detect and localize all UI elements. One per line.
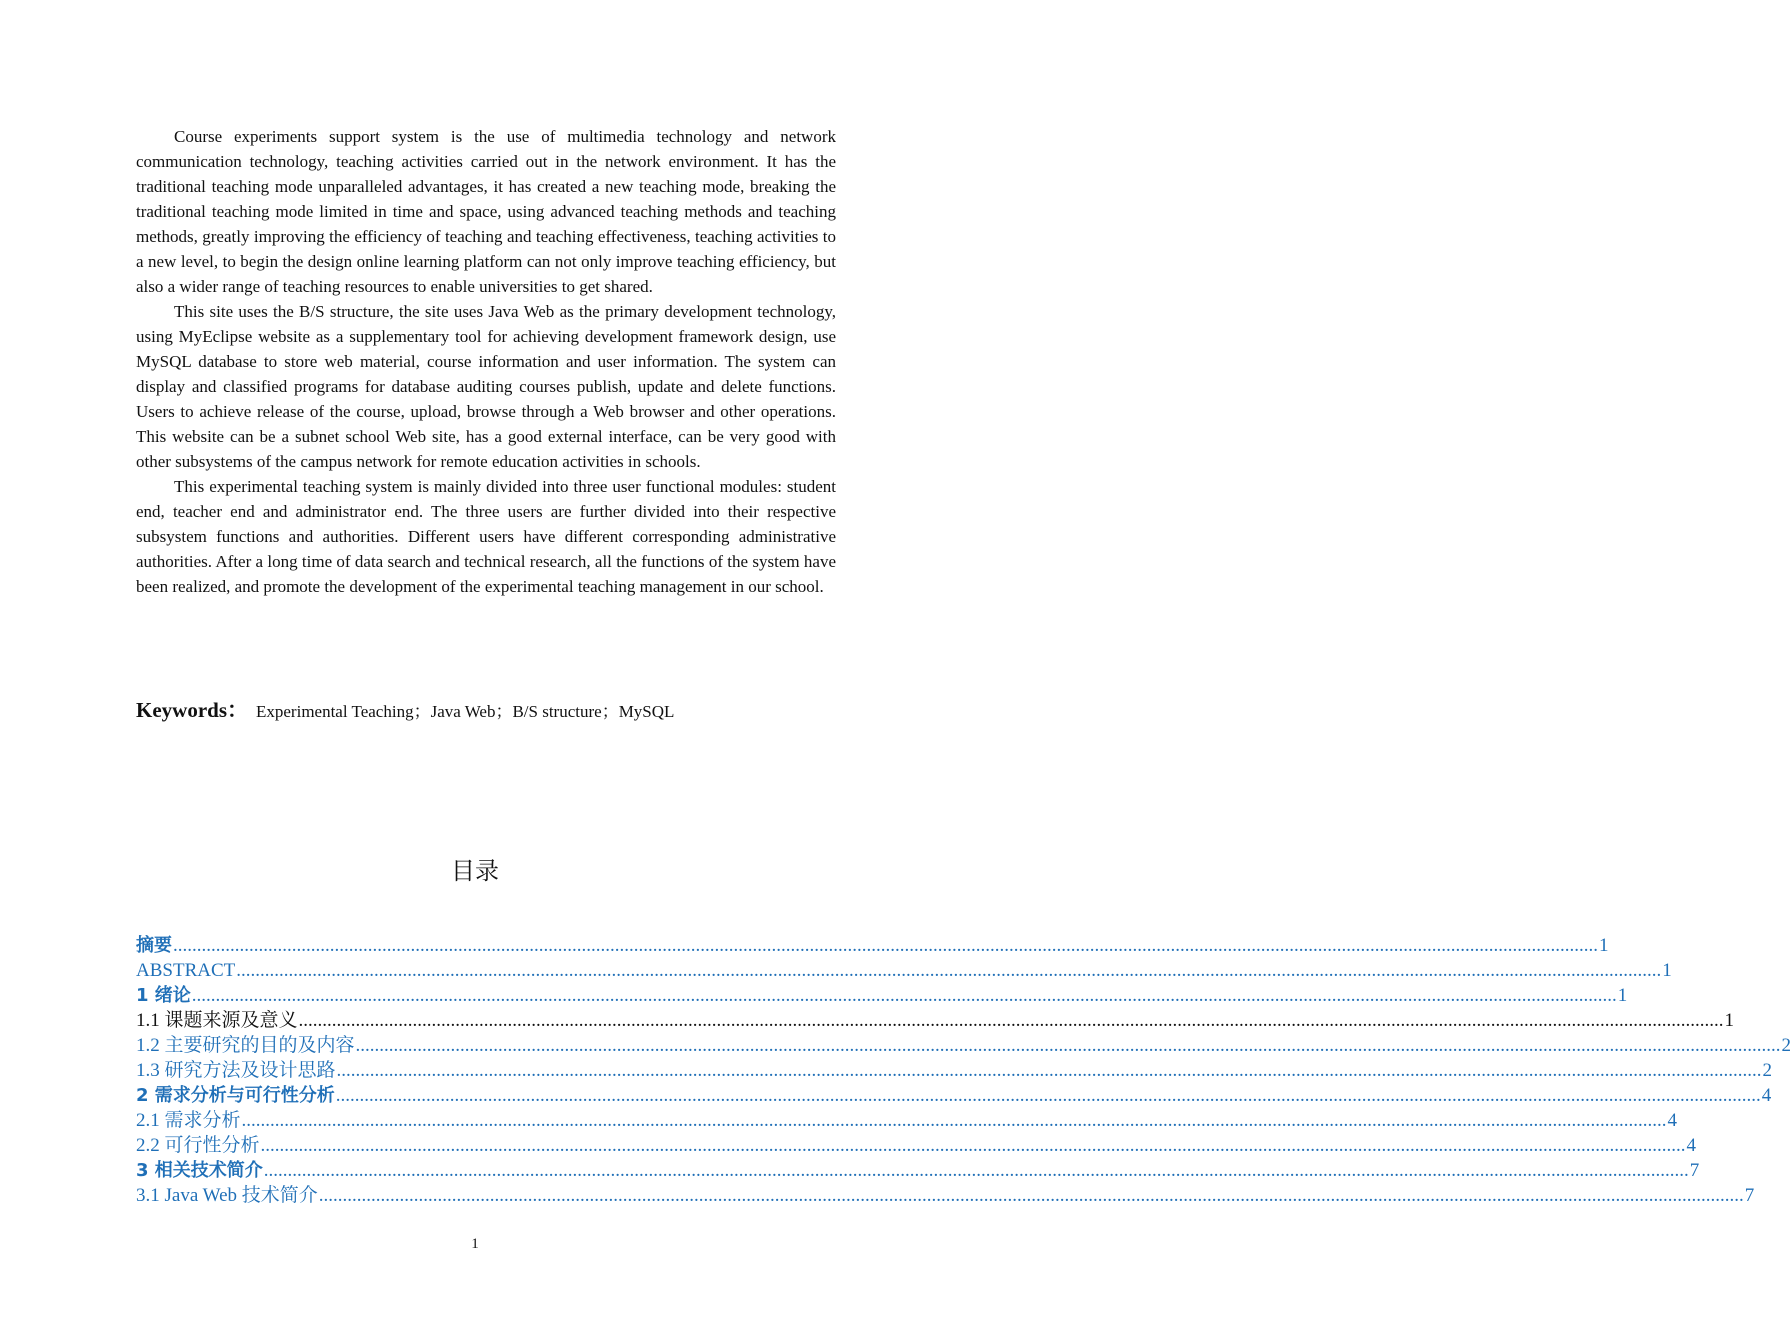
toc-entry-text: 1.2 主要研究的目的及内容 [136,1035,355,1056]
toc-title: 目录 [451,857,499,885]
toc-leader-dots: ............................................................................................................................................................................................................................................................................................................ [355,1035,1781,1056]
abstract-paragraph-1: Course experiments support system is the use of multimedia technology and network communication technology, teaching activities carried out in the network environment. It has the traditional teaching mode unparalleled advantages, it has created a new teaching mode, breaking the traditional teaching mode limited in time and space, using advanced teaching methods and teaching methods, greatly improving the efficiency of teaching and teaching effectiveness, teaching activities to a new level, to begin the design online learning platform can not only improve teaching efficiency, but also a wider range of teaching resources to enable universities to get shared. [136,127,836,296]
keywords-line [136,696,836,726]
toc-entry-text: 1 绪论 [136,985,191,1006]
toc-leader-dots: ............................................................................................................................................................................................................................................................................................................ [173,935,1598,956]
toc-leader-dots: ............................................................................................................................................................................................................................................................................................................ [191,985,1617,1006]
toc-entry-section-1-1[interactable] [136,1008,1735,1033]
toc-leader-dots: ............................................................................................................................................................................................................................................................................................................ [318,1185,1744,1206]
toc-entry-abstract-en[interactable] [136,958,1672,983]
toc-leader-dots: ............................................................................................................................................................................................................................................................................................................ [335,1085,1761,1106]
toc-entry-page: 4 [1761,1085,1772,1106]
toc-entry-text: 1.1 课题来源及意义 [136,1010,298,1031]
toc-entry-chapter-2[interactable] [136,1083,1772,1108]
abstract-paragraph-2: This site uses the B/S structure, the site uses Java Web as the primary development technology, using MyEclipse website as a supplementary tool for achieving development framework design, use MySQL database to store web material, course information and user information. The system can display and classified programs for database auditing courses publish, update and delete functions. Users to achieve release of the course, upload, browse through a Web browser and other operations. This website can be a subnet school Web site, has a good external interface, can be very good with other subsystems of the campus network for remote education activities in schools. [136,302,836,471]
toc-leader-dots: ............................................................................................................................................................................................................................................................................................................ [236,960,1662,981]
toc-entry-page: 1 [1617,985,1628,1006]
toc-entry-page: 7 [1744,1185,1755,1206]
toc-entry-text: 1.3 研究方法及设计思路 [136,1060,336,1081]
keywords-values: Experimental Teaching；Java Web；B/S structure；MySQL [256,702,675,721]
toc-entry-text: 2.1 需求分析 [136,1110,241,1131]
toc-entry-text: ABSTRACT [136,960,236,981]
toc-leader-dots: ............................................................................................................................................................................................................................................................................................................ [241,1110,1667,1131]
toc-entry-section-2-1[interactable] [136,1108,1678,1133]
toc-entry-text: 2 需求分析与可行性分析 [136,1085,335,1106]
toc-entry-page: 1 [1599,935,1609,956]
toc-entry-page: 2 [1781,1035,1791,1056]
toc-entry-section-1-3[interactable] [136,1058,1773,1083]
page-number: 1 [471,1236,479,1252]
toc-entry-text: 3.1 Java Web 技术简介 [136,1185,318,1206]
toc-entry-page: 4 [1667,1110,1678,1131]
toc-entry-text: 2.2 可行性分析 [136,1135,260,1156]
toc-entry-section-2-2[interactable] [136,1133,1697,1158]
toc-leader-dots: ............................................................................................................................................................................................................................................................................................................ [298,1010,1724,1031]
toc-entry-section-1-2[interactable] [136,1033,1791,1058]
table-of-contents [136,933,1791,1208]
toc-entry-page: 1 [1724,1010,1735,1031]
toc-entry-abstract-cn[interactable] [136,933,1609,958]
toc-entry-text: 3 相关技术简介 [136,1160,263,1181]
toc-leader-dots: ............................................................................................................................................................................................................................................................................................................ [263,1160,1689,1181]
abstract-body [136,124,836,599]
toc-entry-page: 2 [1762,1060,1773,1081]
abstract-paragraph-3: This experimental teaching system is mainly divided into three user functional modules: student end, teacher end and administrator end. The three users are further divided into their respective subsystem functions and authorities. Different users have different corresponding administrative authorities. After a long time of data search and technical research, all the functions of the system have been realized, and promote the development of the experimental teaching management in our school. [136,477,836,596]
toc-entry-page: 4 [1686,1135,1697,1156]
toc-entry-chapter-3[interactable] [136,1158,1700,1183]
toc-leader-dots: ............................................................................................................................................................................................................................................................................................................ [336,1060,1762,1081]
toc-leader-dots: ............................................................................................................................................................................................................................................................................................................ [260,1135,1686,1156]
keywords-label: Keywords： [136,698,248,722]
toc-entry-section-3-1[interactable] [136,1183,1755,1208]
toc-entry-text: 摘要 [136,935,172,956]
toc-entry-page: 7 [1689,1160,1700,1181]
toc-entry-page: 1 [1662,960,1672,981]
toc-entry-chapter-1[interactable] [136,983,1628,1008]
